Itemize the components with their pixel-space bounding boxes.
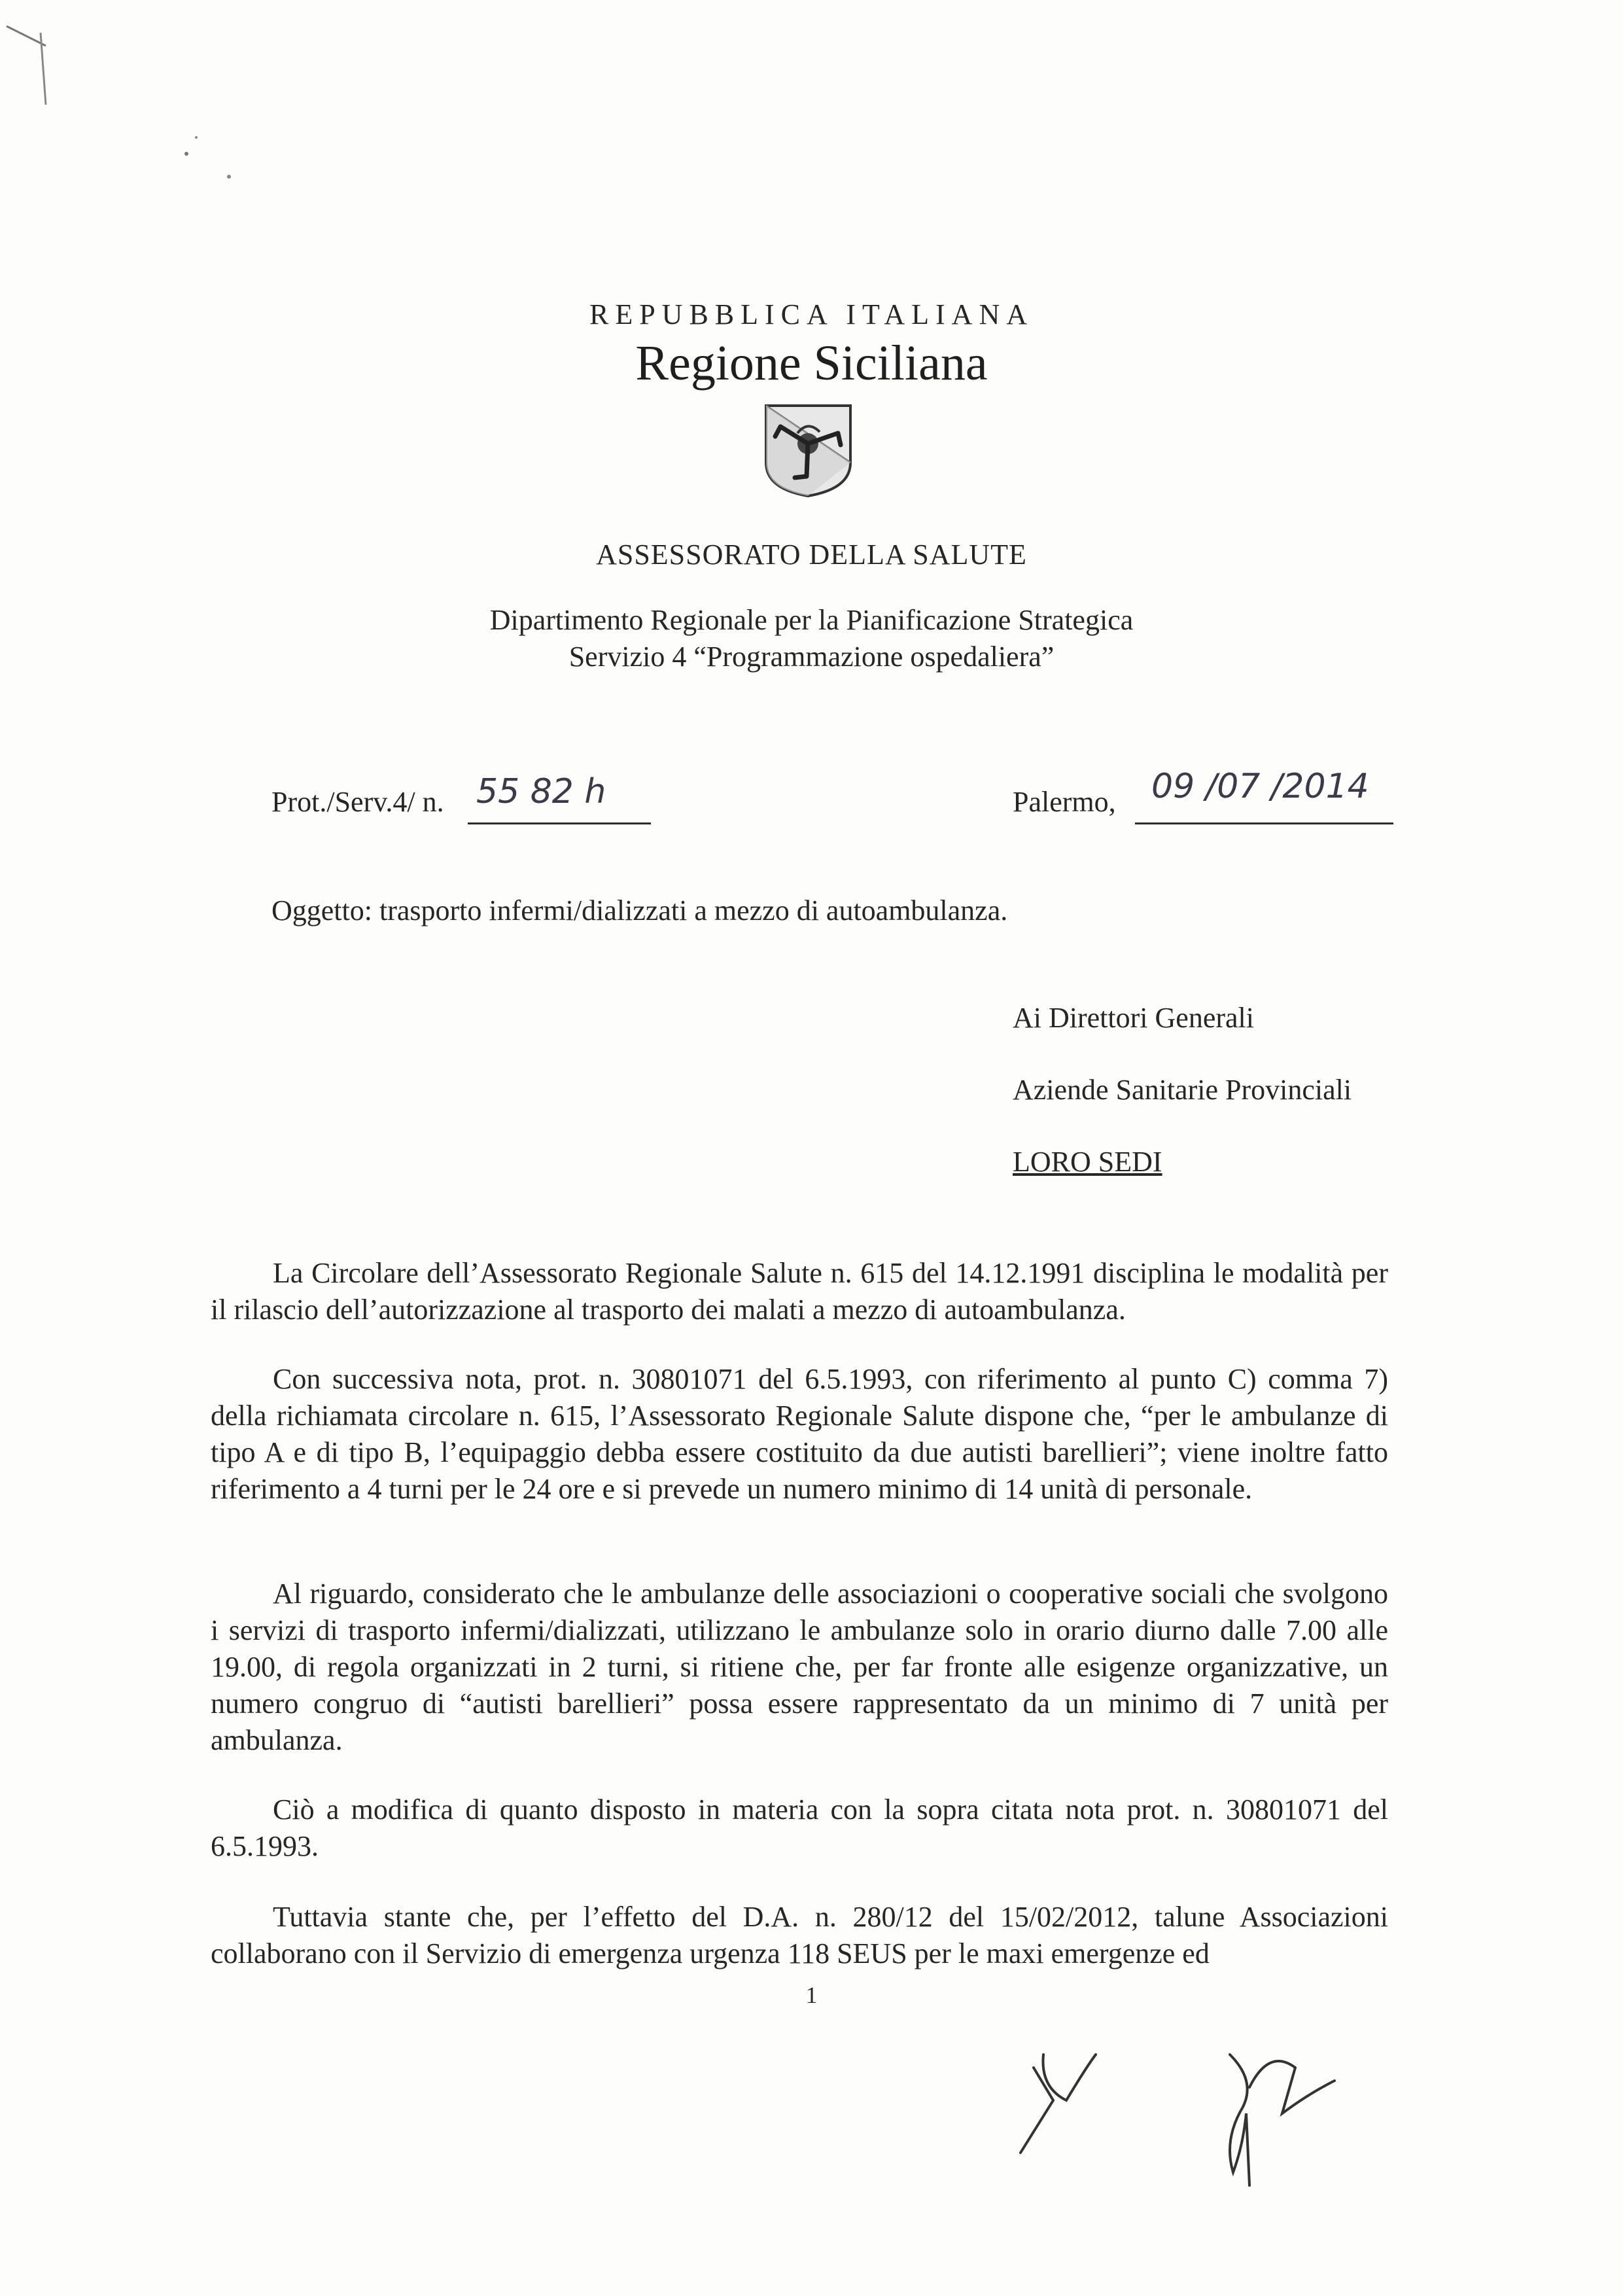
scan-mark-icon xyxy=(0,0,275,196)
trinacria-emblem-icon xyxy=(761,400,856,499)
recipient-line-2: Aziende Sanitarie Provinciali xyxy=(1013,1074,1352,1106)
service-line: Servizio 4 “Programmazione ospedaliera” xyxy=(568,641,1055,673)
paragraph-1: La Circolare dell’Assessorato Regionale Salute n. 615 del 14.12.1991 disciplina le modalità per il rilascio dell’autorizzazione al trasporto dei malati a mezzo di autoambulanza. xyxy=(211,1257,1388,1326)
signature-initials-icon xyxy=(981,2028,1387,2199)
paragraph-2: Con successiva nota, prot. n. 30801071 del 6.5.1993, con riferimento al punto C) comma 7) della richiamata circolare n. 615, l’Assessorato Regionale Salute dispone che, “per le ambulanze di tipo A e di tipo B, l’equipaggio debba essere costituito da due autisti barellieri”; viene inoltre fatto riferimento a 4 turni per le 24 ore e si prevede un numero minimo di 14 unità di personale. xyxy=(211,1363,1388,1505)
department-line: Dipartimento Regionale per la Pianificazione Strategica xyxy=(489,604,1134,636)
recipient-line-1: Ai Direttori Generali xyxy=(1013,1002,1254,1034)
protocol-label: Prot./Serv.4/ n. xyxy=(271,786,444,818)
protocol-underline xyxy=(468,822,651,824)
paragraph-4: Ciò a modifica di quanto disposto in materia con la sopra citata nota prot. n. 30801071 del 6.5.1993. xyxy=(211,1793,1388,1862)
place-label: Palermo, xyxy=(1013,786,1116,818)
date-underline xyxy=(1135,822,1393,824)
date-value: 09 /07 /2014 xyxy=(1151,767,1369,806)
paragraph-3: Al riguardo, considerato che le ambulanze delle associazioni o cooperative sociali che svolgono i servizi di trasporto infermi/dializzati, utilizzano le ambulanze solo in orario diurno dalle 7.00 alle 19.00, di regola organizzati in 2 turni, si ritiene che, per far fronte alle esigenze organizzative, un numero congruo di “autisti barellieri” possa essere rappresentato da un minimo di 7 unità per ambulanza. xyxy=(211,1578,1388,1756)
subject-line: Oggetto: trasporto infermi/dializzati a mezzo di autoambulanza. xyxy=(271,894,1008,927)
protocol-number: 55 82 h xyxy=(476,772,606,811)
page-number: 1 xyxy=(805,1982,818,2008)
region-heading: Regione Siciliana xyxy=(635,336,988,391)
recipient-line-3: LORO SEDI xyxy=(1013,1146,1162,1178)
republic-heading: REPUBBLICA ITALIANA xyxy=(589,298,1034,330)
paragraph-5: Tuttavia stante che, per l’effetto del D.A. n. 280/12 del 15/02/2012, talune Associazioni collaborano con il Servizio di emergenza urgenza 118 SEUS per le maxi emergenze ed xyxy=(211,1901,1388,1969)
assessorato-heading: ASSESSORATO DELLA SALUTE xyxy=(596,539,1027,571)
